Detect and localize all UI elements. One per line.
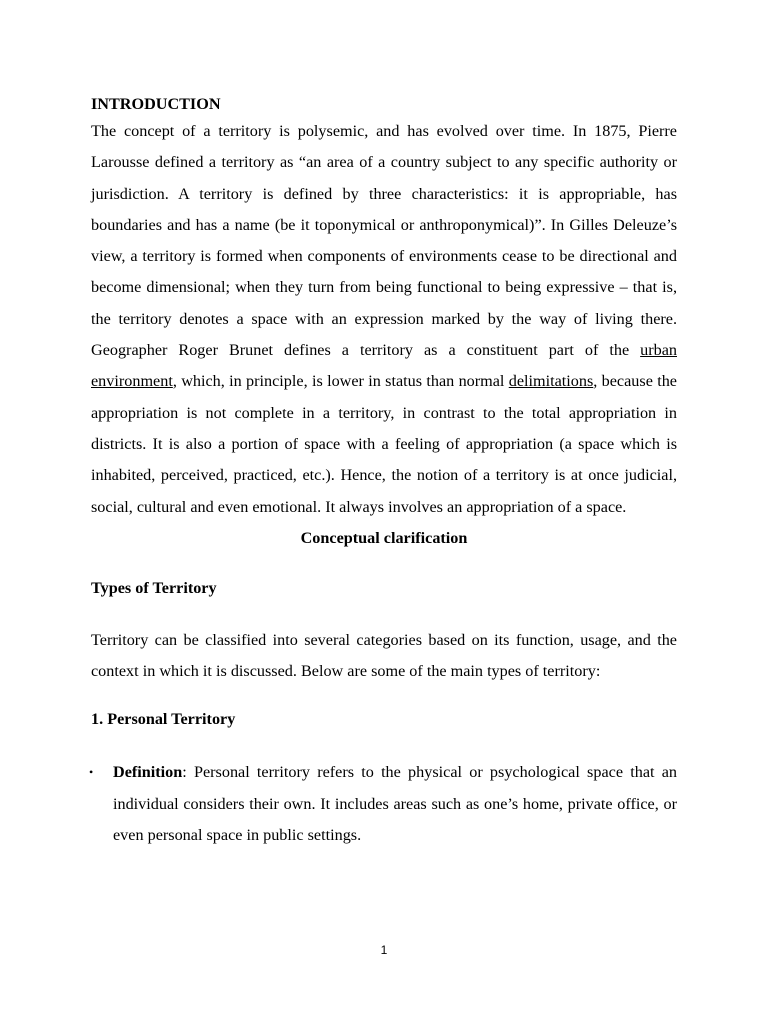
definition-text: : Personal territory refers to the physical or psychological space that an individual considers their own. It includes areas such as one’s home, private office, or even personal space in public settings. (113, 763, 677, 845)
list-item (91, 757, 677, 851)
types-of-territory-heading: Types of Territory (91, 578, 217, 597)
urban-environment-link[interactable]: urban environment (91, 341, 677, 391)
intro-text-part-1: The concept of a territory is polysemic, and has evolved over time. In 1875, Pierre Larousse defined a territory as “an area of a country subject to any specific authority or jurisdiction. A territory is defined by three characteristics: it is appropriable, has boundaries and has a name (be it toponymical or anthroponymical)”. In Gilles Deleuze’s view, a territory is formed when components of environments cease to be directional and become dimensional; when they turn from being functional to being expressive – that is, the territory denotes a space with an expression marked by the way of living there. Geographer Roger Brunet defines a territory as a constituent part of the (91, 122, 677, 360)
definition-list (91, 757, 677, 851)
intro-paragraph (91, 116, 677, 523)
page-number: 1 (380, 943, 388, 957)
conceptual-clarification-heading: Conceptual clarification (300, 528, 468, 547)
intro-text-part-2: , which, in principle, is lower in status than normal (172, 372, 509, 391)
types-paragraph: Territory can be classified into several categories based on its function, usage, and the context in which it is discussed. Below are some of the main types of territory: (91, 630, 677, 681)
delimitations-link[interactable]: delimitations (508, 372, 594, 391)
intro-heading: INTRODUCTION (91, 95, 221, 113)
definition-label: Definition (113, 763, 183, 782)
personal-territory-heading: 1. Personal Territory (91, 710, 236, 729)
document-page (91, 92, 677, 851)
bullet-icon: • (89, 765, 94, 780)
intro-text-part-3: , because the appropriation is not complete in a territory, in contrast to the total appropriation in districts. It is also a portion of space with a feeling of appropriation (a space which is inhabited, perceived, practiced, etc.). Hence, the notion of a territory is at once judicial, social, cultural and even emotional. It always involves an appropriation of a space. (91, 372, 677, 516)
